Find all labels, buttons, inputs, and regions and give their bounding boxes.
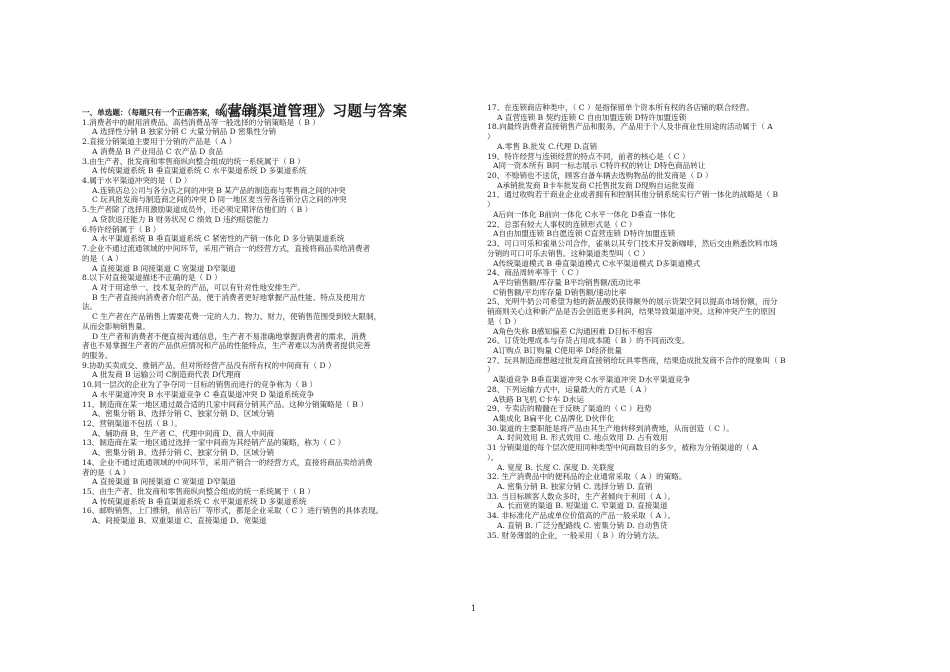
text-line: A. 密集分销 B. 独家分销 C. 选择分销 D. 直销 [497,482,653,492]
text-line: 17、在连锁商店种类中，（ C ）是指保留单个资本所有权的各店铺的联合经营。 [487,103,755,112]
text-line: A、辅助商 B、生产者 C、代理中间商 D、商人中间商 [92,428,275,438]
text-line: 28、下列运输方式中，运量最大的方式是（ A ） [487,384,652,394]
text-line: 法。 [82,302,98,312]
text-line: A、间接渠道 B、双重渠道 C、直接渠道 D、宽渠道 [92,516,267,526]
text-line: A 水平渠道系统 B 垂直渠道系统 C 紧密性的产销一体化 D 多分销渠道系统 [92,234,345,244]
text-line: A后向一体化 B前向一体化 C水平一体化 D垂直一体化 [493,209,676,219]
text-line: A传统渠道模式 B 垂直渠道模式 C水平渠道模式 D多渠道模式 [493,258,701,268]
text-line: 32. 生产消费品中的便利品的企业通常采取（ A ）的策略。 [487,472,687,482]
text-line: 13、制造商在某一地区通过选择一家中间商为其经销产品的策略，称为（ C ） [82,438,346,448]
text-line: 4.属于水平渠道冲突的是（ D ） [82,176,192,186]
text-line: A集成化 B扁平化 C品牌化 D伙伴化 [493,414,615,423]
text-line: A 对于用途单一、技术复杂的产品，可以有针对性地安排生产。 [92,282,305,292]
text-line: A.零售 B.批发 C.代理 D.直销 [497,141,598,151]
text-line: 26、订货处理成本与存货占用成本随（ B ）的不同而改变。 [487,336,690,346]
text-line: 者也不易掌握生产者的产品供应情况和产品的性能特点，生产者难以为消费者提供完善 [82,341,371,351]
text-line: 1.消费者中的耐用消费品、高档消费品等一般选择的分销策略是（ B ） [82,117,320,127]
text-line: C 生产者在产品销售上需要花费一定的人力、物力、财力，使销售范围受到较大限制， [92,312,382,322]
text-line: 分销的可口可乐去销售。这种渠道类型叫（ C ） [487,248,650,258]
text-line: 的是（ A ） [82,253,123,263]
text-line: A.连锁店总公司与各分店之间的冲突 B 某产品的制造商与零售商之间的冲突 [92,185,346,195]
text-line: A渠道竞争 B垂直渠道冲突 C水平渠道冲突 D水平渠道竞争 [493,375,691,385]
text-line: 5.生产者除了选择用激励渠道成员外，还必须定期评估他们的（ B ） [82,205,313,215]
text-line: A角色失称 B感知偏差 C沟通困难 D目标不相容 [493,326,653,336]
text-line: A 直接渠道 B 间接渠道 C 宽渠道 D窄渠道 [92,477,236,487]
text-line: A 选择性分销 B 独家分销 C 大量分销品 D 密集性分销 [92,127,277,137]
text-line: 从而会影响销售量。 [82,321,151,331]
text-line: 33. 当目标顾客人数众多时，生产者倾向于利用（ A ）。 [487,491,676,501]
document-title: 《营销渠道管理》习题与答案 [212,103,408,120]
text-line: 30.渠道的主要职能是将产品由其生产地转移到消费地，从而创造（ C ）。 [487,423,734,433]
text-line: 12、营销渠道不包括（ B ）。 [82,419,182,428]
text-line: 10.同一层次的企业为了争夺同一目标的销售而进行的竞争称为（ B ） [82,380,318,390]
text-line: ）。 [487,452,499,462]
text-line: 25、光明牛奶公司希望为他的新品酸奶获得额外的展示货架空间以提高市场份额，而分 [487,297,778,307]
text-line: 14、企业不通过流通领域的中间环节，采用产销合一的经营方式，直接将商品卖给消费 [82,457,373,467]
text-line: 6.特许经销属于（ B ） [82,224,161,234]
text-line: 7.企业不通过流通领域的中间环节，采用产销合一的经营方式，直接将商品卖给消费者 [82,244,371,254]
text-line: A. 长而宽的渠道 B. 短渠道 C. 窄渠道 D. 直接渠道 [497,501,668,511]
text-line: 23、可口可乐和雀巢公司合作，雀巢以其专门技术开发新咖啡，然后交由熟悉饮料市场 [487,239,778,249]
text-line: 34. 非标准化产品或单位价值高的产品一般采取（ A ）。 [487,511,676,521]
text-line: 31 分销渠道的每个层次使用同种类型中间商数目的多少，被称为分销渠道的（ A [487,443,758,453]
text-line: A、密集分销 B、选择分销 C、独家分销 D、区域分销 [92,448,275,458]
text-line: ） [487,132,495,142]
text-line: 15、由生产者、批发商和零售商纵向整合组成的统一系统属于（ B ） [82,487,315,497]
text-line: 者的是（ A ） [82,467,131,477]
text-line: A同一资本所有 B同一标志展示 C特许权的转让 D特色商品转让 [493,161,706,171]
text-line: A自由加盟连锁 B自愿连锁 C直营连锁 D特许加盟连锁 [493,229,676,239]
text-line: 20、不赊销也不送货，顾客自备车辆去选购物品的批发商是（ D ） [487,171,713,181]
text-line: A 直营连锁 B 契约连锁 C 自由加盟连锁 D特许加盟连锁 [497,112,687,122]
text-line: 24、商品周转率等于（ C ） [487,268,584,278]
text-line: 29、专卖店的精髓在于反映了渠道的（ C ）趋势 [487,404,652,414]
right-column [487,103,887,540]
text-line: A铁路 B飞机 C卡车 D水运 [493,394,584,404]
text-line: 3.由生产者、批发商和零售商纵向整合组成的统一系统属于（ B ） [82,156,305,166]
text-line: A订购点 B订购量 C使用率 D经济批量 [493,345,622,355]
text-line: 27、玩具制造商想越过批发商直接销给玩具零售商，结果造成批发商不合作的现象叫（ B [487,355,786,365]
text-line: 9.协助买卖成交、推销产品，但对所经营产品没有所有权的中间商有（ D ） [82,360,336,370]
text-line: D 生产者和消费者不便直接沟通信息，生产者不易准确地掌握消费者的需求，消费 [92,331,367,341]
text-line: A 直接渠道 B 间接渠道 C 宽渠道 D窄渠道 [92,263,236,273]
text-line: 是（ D ） [487,316,521,326]
page-number: 1 [471,604,477,613]
text-line: ） [487,200,495,210]
text-line: A平均销售额/库存量 B平均销售额/流动比率 [493,277,641,287]
left-column [82,108,482,526]
text-line: C销售额/平均库存量 D销售额/速动比率 [493,287,627,297]
text-line: ） [487,365,495,375]
text-line: 2.直接分销渠道主要用于分销的产品是（ A ） [82,137,237,147]
text-line: 一、单选题：（每题只有一个正确答案，每小题 1 分） [82,108,264,117]
text-line: A. 时间效用 B. 形式效用 C. 地点效用 D. 占有效用 [497,433,668,443]
text-line: 35. 财务薄弱的企业，一般采用（ B ）的分销方法。 [487,530,664,540]
text-line: 21、通过收购若干商业企业或者拥有和控制其他分销系统实行产销一体化的战略是（ B [487,190,779,200]
text-line: B 生产者直接向消费者介绍产品，便于消费者更好地掌握产品性能、特点及使用方 [92,292,366,302]
text-line: A 传统渠道系统 B 垂直渠道系统 C 水平渠道系统 D 多渠道系统 [92,166,307,176]
text-line: 11、制造商在某一地区通过最合适的几家中间商分销其产品。这种分销策略是（ B ） [82,399,368,409]
text-line: 22、总部有较大人事权的连锁形式是（ C ） [487,219,637,229]
text-line: A 消费品 B 产业用品 C 农产品 D 食品 [92,146,223,156]
text-line: A承销批发商 B卡车批发商 C托售批发商 D现购自运批发商 [497,180,695,190]
text-line: 19、特许经营与连锁经营的特点不同，前者的核心是（ C ） [487,151,690,161]
text-line: 18.向最终消费者直接销售产品和服务，产品用于个人及非商业性用途的活动属于（ A [487,122,773,132]
text-line: 的服务。 [82,350,113,360]
text-line: 销商则关心这种新产品是否会创造更多利润，结果导致渠道冲突。这种冲突产生的原因 [487,307,776,317]
text-line: 16、邮购销售，上门推销，前店后厂等形式，都是企业采取（ C ）进行销售的具体表现。 [82,506,384,516]
text-line: A. 宽度 B. 长度 C. 深度 D. 关联度 [497,462,615,472]
text-line: A 批发商 B 运输公司 C制造商代表 D代理商 [92,370,241,380]
text-line: A. 直销 B. 广泛分配路线 C. 密集分销 D. 自动售货 [497,520,668,530]
text-line: C 玩具批发商与制造商之间的冲突 D 同一地区麦当劳各连锁分店之间的冲突 [92,195,347,205]
text-line: A 水平渠道冲突 B 水平渠道竞争 C 垂直渠道冲突 D 渠道系统竞争 [92,389,315,399]
text-line: A 传统渠道系统 B 垂直渠道系统 C 水平渠道系统 D 多渠道系统 [92,496,307,506]
text-line: A 贷款返还能力 B 财务状况 C 绩效 D 违约赔偿能力 [92,214,269,224]
text-line: A、密集分销 B、选择分销 C、独家分销 D、区域分销 [92,409,275,419]
text-line: 8.以下对直接渠道描述不正确的是（ D ） [82,273,222,283]
